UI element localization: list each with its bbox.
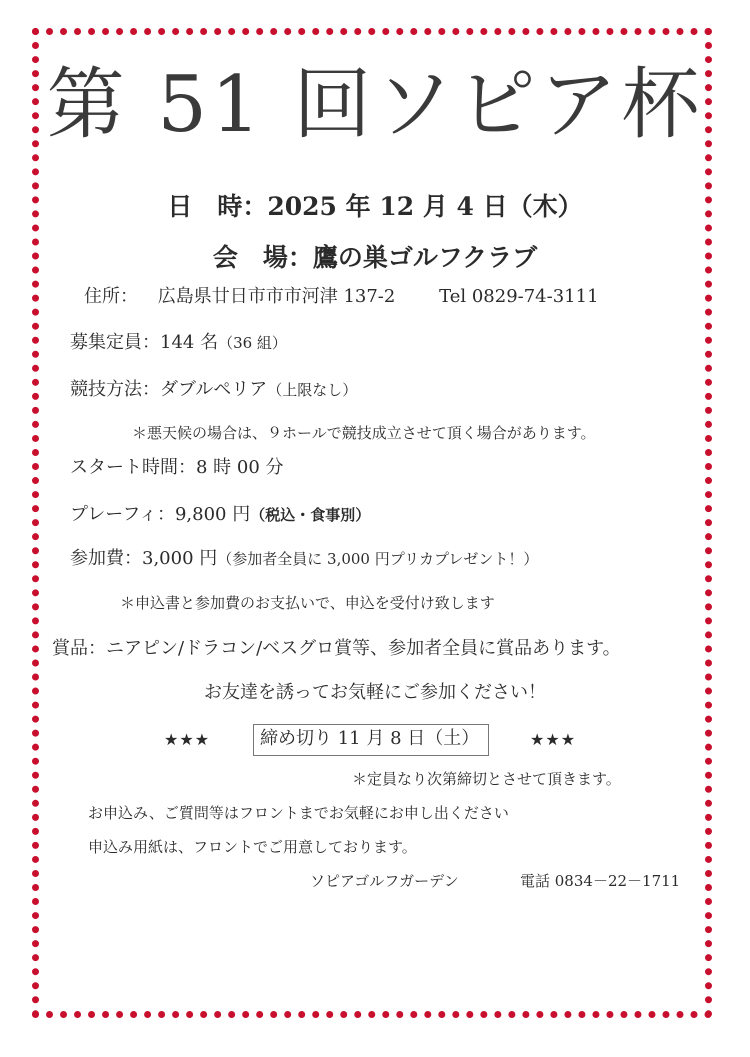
footer-phone: 電話 0834－22－1711: [520, 872, 681, 890]
play-fee-main: プレーフィ：9,800 円: [70, 504, 251, 525]
start-time: スタート時間：8 時 00 分: [70, 457, 284, 478]
weather-note: ＊悪天候の場合は、９ホールで競技成立させて頂く場合があります。: [132, 424, 596, 442]
closing-note: ＊定員なり次第締切とさせて頂きます。: [352, 770, 621, 788]
event-title: 第 51 回ソピア杯: [46, 60, 704, 150]
entry-fee: [70, 550, 538, 568]
invite-text: お友達を誘ってお気軽にご参加ください！: [204, 682, 546, 703]
venue-address: [84, 288, 599, 306]
format-main: 競技方法：ダブルペリア: [70, 379, 268, 400]
venue-tel: Tel 0829-74-3111: [439, 286, 599, 307]
contact-line-1: お申込み、ご質問等はフロントまでお気軽にお申し出ください: [88, 804, 509, 822]
stars-right: ★★★: [530, 730, 577, 749]
venue-label: 会 場：: [212, 243, 313, 272]
date-label: 日 時：: [167, 192, 268, 221]
entry-fee-main: 参加費：3,000 円: [70, 548, 218, 569]
capacity-main: 募集定員：144 名: [70, 332, 219, 353]
capacity-note: （36 組）: [218, 334, 287, 352]
payment-note: ＊申込書と参加費のお支払いで、申込を受付け致します: [120, 594, 495, 612]
address-value: 広島県廿日市市市河津 137-2: [157, 286, 396, 307]
footer-organizer: ソピアゴルフガーデン: [310, 872, 459, 890]
play-fee-note: （税込・食事別）: [250, 506, 371, 524]
deadline-text: 締め切り 11 月 8 日（土）: [260, 728, 480, 749]
play-fee: [70, 506, 370, 524]
event-venue: [0, 245, 750, 270]
contact-line-2: 申込み用紙は、フロントでご用意しております。: [88, 838, 417, 856]
entry-fee-note: （参加者全員に 3,000 円プリカプレゼント！）: [217, 550, 539, 568]
competition-format: [70, 381, 357, 399]
stars-left: ★★★: [164, 730, 211, 749]
address-label: 住所：: [84, 286, 138, 307]
capacity: [70, 334, 287, 352]
prizes: 賞品：ニアピン/ドラコン/ベスグロ賞等、参加者全員に賞品あります。: [52, 638, 621, 659]
date-value: 2025 年 12 月 4 日（木）: [267, 192, 583, 221]
format-note: （上限なし）: [267, 381, 358, 399]
event-date: [0, 194, 750, 219]
venue-value: 鷹の巣ゴルフクラブ: [312, 243, 538, 272]
